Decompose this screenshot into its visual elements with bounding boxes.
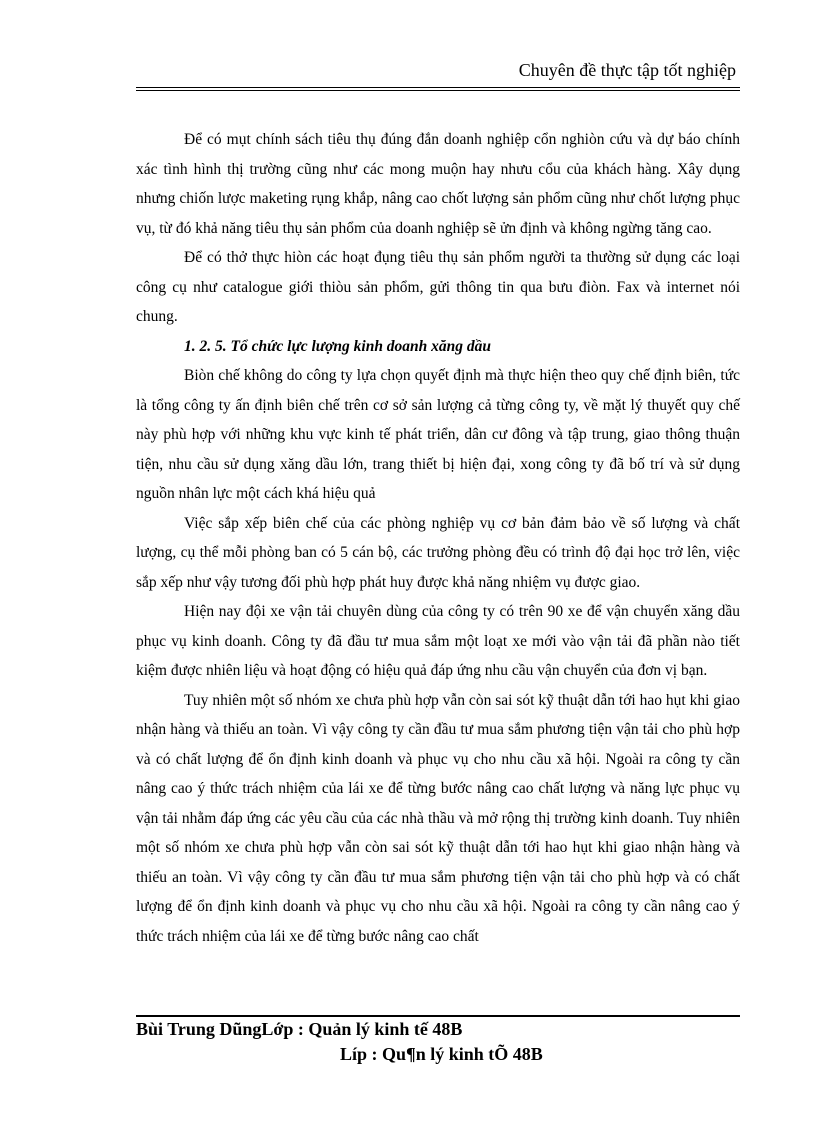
footer-class-garbled: Líp : Qu¶n lý kinh tÕ 48B (340, 1044, 543, 1064)
header-divider (136, 87, 740, 91)
paragraph-3: Biòn chế không do công ty lựa chọn quyết định mà thực hiện theo quy chế định biên, tức là tổng công ty ấn định biên chế trên cơ sở sản lượng cả từng công ty, về mặt lý thuyết quy chế này phù hợp với những khu vực kinh tế phát triển, dân cư đông và tập trung, giao thông thuận tiện, nhu cầu sử dụng xăng dầu lớn, trang thiết bị hiện đại, xong công ty đã bố trí và sử dụng nguồn nhân lực một cách khá hiệu quả (136, 367, 740, 502)
section-heading: 1. 2. 5. Tổ chức lực lượng kinh doanh xăng dầu (184, 337, 492, 355)
paragraph-5: Hiện nay đội xe vận tải chuyên dùng của công ty có trên 90 xe để vận chuyển xăng dầu phục vụ kinh doanh. Công ty đã đầu tư mua sắm một loạt xe mới vào vận tải đã phần nào tiết kiệm được nhiên liệu và hoạt động có hiệu quả đáp ứng nhu cầu vận chuyển của đơn vị bạn. (136, 603, 740, 679)
footer-author-class: Bùi Trung DũngLớp : Quản lý kinh tế 48B (136, 1019, 463, 1039)
paragraph-4: Việc sắp xếp biên chế của các phòng nghiệp vụ cơ bản đảm bảo về số lượng và chất lượng, cụ thể mỗi phòng ban có 5 cán bộ, các trưởng phòng đều có trình độ đại học trở lên, việc sắp xếp như vậy tương đối phù hợp phát huy được khả năng nhiệm vụ được giao. (136, 514, 740, 591)
paragraph-6: Tuy nhiên một số nhóm xe chưa phù hợp vẫn còn sai sót kỹ thuật dẫn tới hao hụt khi giao nhận hàng và thiếu an toàn. Vì vậy công ty cần đầu tư mua sắm phương tiện vận tải cho phù hợp và có chất lượng để ổn định kinh doanh và phục vụ cho nhu cầu xã hội. Ngoài ra công ty cần nâng cao ý thức trách nhiệm của lái xe để từng bước nâng cao chất lượng và năng lực phục vụ vận tải nhằm đáp ứng các yêu cầu của các nhà thầu và mở rộng thị trường kinh doanh. Tuy nhiên một số nhóm xe chưa phù hợp vẫn còn sai sót kỹ thuật dẫn tới hao hụt khi giao nhận hàng và thiếu an toàn. Vì vậy công ty cần đầu tư mua sắm phương tiện vận tải cho phù hợp và có chất lượng để ổn định kinh doanh và phục vụ cho nhu cầu xã hội. Ngoài ra công ty cần nâng cao ý thức trách nhiệm của lái xe để từng bước nâng cao chất (136, 691, 740, 945)
header-title: Chuyên đề thực tập tốt nghiệp (518, 60, 736, 80)
paragraph-2: Để có thở thực hiòn các hoạt đụng tiêu thụ sản phổm người ta thường sử dụng các loại công cụ như catalogue giới thiòu sản phổm, gửi thông tin qua bưu điòn. Fax và internet nói chung. (136, 249, 740, 325)
footer-divider (136, 1015, 740, 1017)
body-content (136, 125, 740, 951)
paragraph-1: Để có mụt chính sách tiêu thụ đúng đắn doanh nghiệp cổn nghiòn cứu và dự báo chính xác tình hình thị trường cũng như các mong muộn hay nhưu cổu của khách hàng. Xây dụng nhưng chiốn lược maketing rụng khắp, nâng cao chốt lượng sản phổm cũng như chốt lượng phục vụ, từ đó khả năng tiêu thụ sản phổm của doanh nghiệp sẽ ửn định và không ngừng tăng cao. (136, 131, 740, 237)
